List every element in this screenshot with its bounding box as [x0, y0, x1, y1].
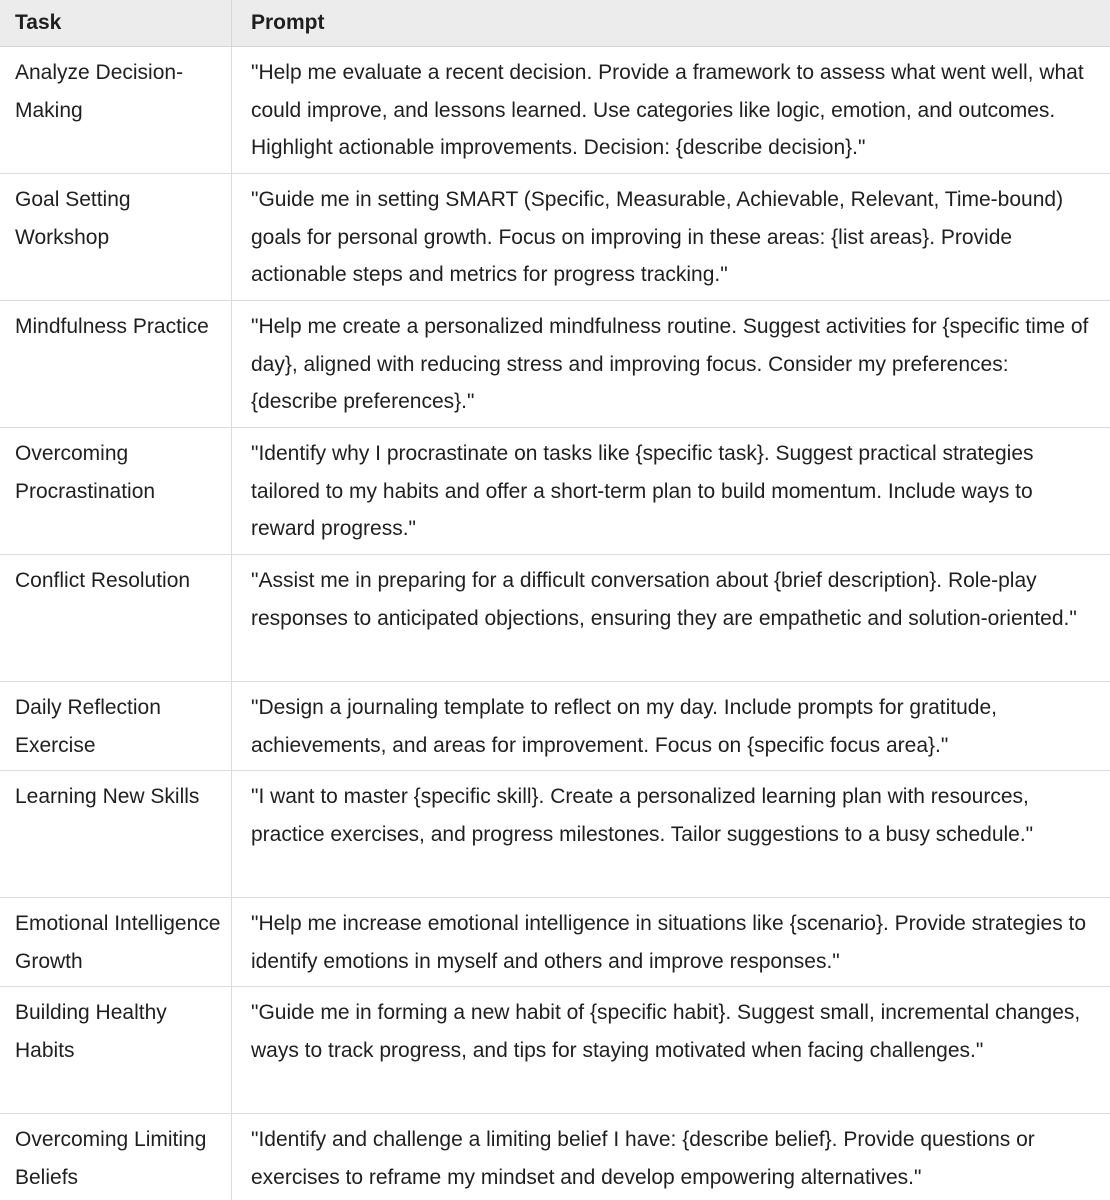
prompt-cell: "Identify why I procrastinate on tasks like {specific task}. Suggest practical strategies tailored to my habits and offer a short-term plan to build momentum. Include ways to reward progress.": [251, 442, 1034, 540]
prompt-cell: "Help me increase emotional intelligence in situations like {scenario}. Provide strategies to identify emotions in myself and others and improve responses.": [251, 912, 1087, 973]
header-task: Task: [0, 0, 232, 46]
prompt-cell: "Assist me in preparing for a difficult conversation about {brief description}. Role-play responses to anticipated objections, ensuring they are empathetic and solution-oriented.": [251, 569, 1077, 630]
task-cell: Overcoming Limiting Beliefs: [0, 1114, 232, 1200]
header-prompt: Prompt: [251, 11, 325, 34]
table-row: [0, 301, 1110, 428]
prompt-cell: "Design a journaling template to reflect on my day. Include prompts for gratitude, achievements, and areas for improvement. Focus on {specific focus area}.": [251, 696, 997, 757]
prompt-cell: "Identify and challenge a limiting belief I have: {describe belief}. Provide questions or exercises to reframe my mindset and develop empowering alternatives.": [251, 1128, 1035, 1189]
table-row: [0, 174, 1110, 301]
task-cell: Mindfulness Practice: [0, 301, 232, 427]
task-cell: Learning New Skills: [0, 771, 232, 897]
task-cell: Building Healthy Habits: [0, 987, 232, 1113]
task-cell: Goal Setting Workshop: [0, 174, 232, 300]
prompt-cell: "Guide me in forming a new habit of {specific habit}. Suggest small, incremental changes, ways to track progress, and tips for staying motivated when facing challenges.": [251, 1001, 1081, 1062]
table-row: [0, 771, 1110, 898]
table-row: [0, 555, 1110, 682]
task-cell: Analyze Decision-Making: [0, 47, 232, 173]
table-row: [0, 47, 1110, 174]
prompt-cell: "Guide me in setting SMART (Specific, Measurable, Achievable, Relevant, Time-bound) goals for personal growth. Focus on improving in these areas: {list areas}. Provide actionable steps and metrics for progress tracking.": [251, 188, 1064, 286]
task-cell: Emotional Intelligence Growth: [0, 898, 232, 986]
prompt-cell: "Help me create a personalized mindfulness routine. Suggest activities for {specific time of day}, aligned with reducing stress and improving focus. Consider my preferences: {describe preferences}.": [251, 315, 1089, 413]
table-header: [0, 0, 1110, 47]
prompt-cell: "I want to master {specific skill}. Create a personalized learning plan with resources, practice exercises, and progress milestones. Tailor suggestions to a busy schedule.": [251, 785, 1034, 846]
table-row: [0, 1114, 1110, 1200]
task-cell: Conflict Resolution: [0, 555, 232, 681]
table-row: [0, 898, 1110, 987]
prompt-cell: "Help me evaluate a recent decision. Provide a framework to assess what went well, what could improve, and lessons learned. Use categories like logic, emotion, and outcomes. Highlight actionable improvements. Decision: {describe decision}.": [251, 61, 1084, 159]
table-row: [0, 682, 1110, 771]
task-cell: Overcoming Procrastination: [0, 428, 232, 554]
table-row: [0, 428, 1110, 555]
table-row: [0, 987, 1110, 1114]
task-cell: Daily Reflection Exercise: [0, 682, 232, 770]
